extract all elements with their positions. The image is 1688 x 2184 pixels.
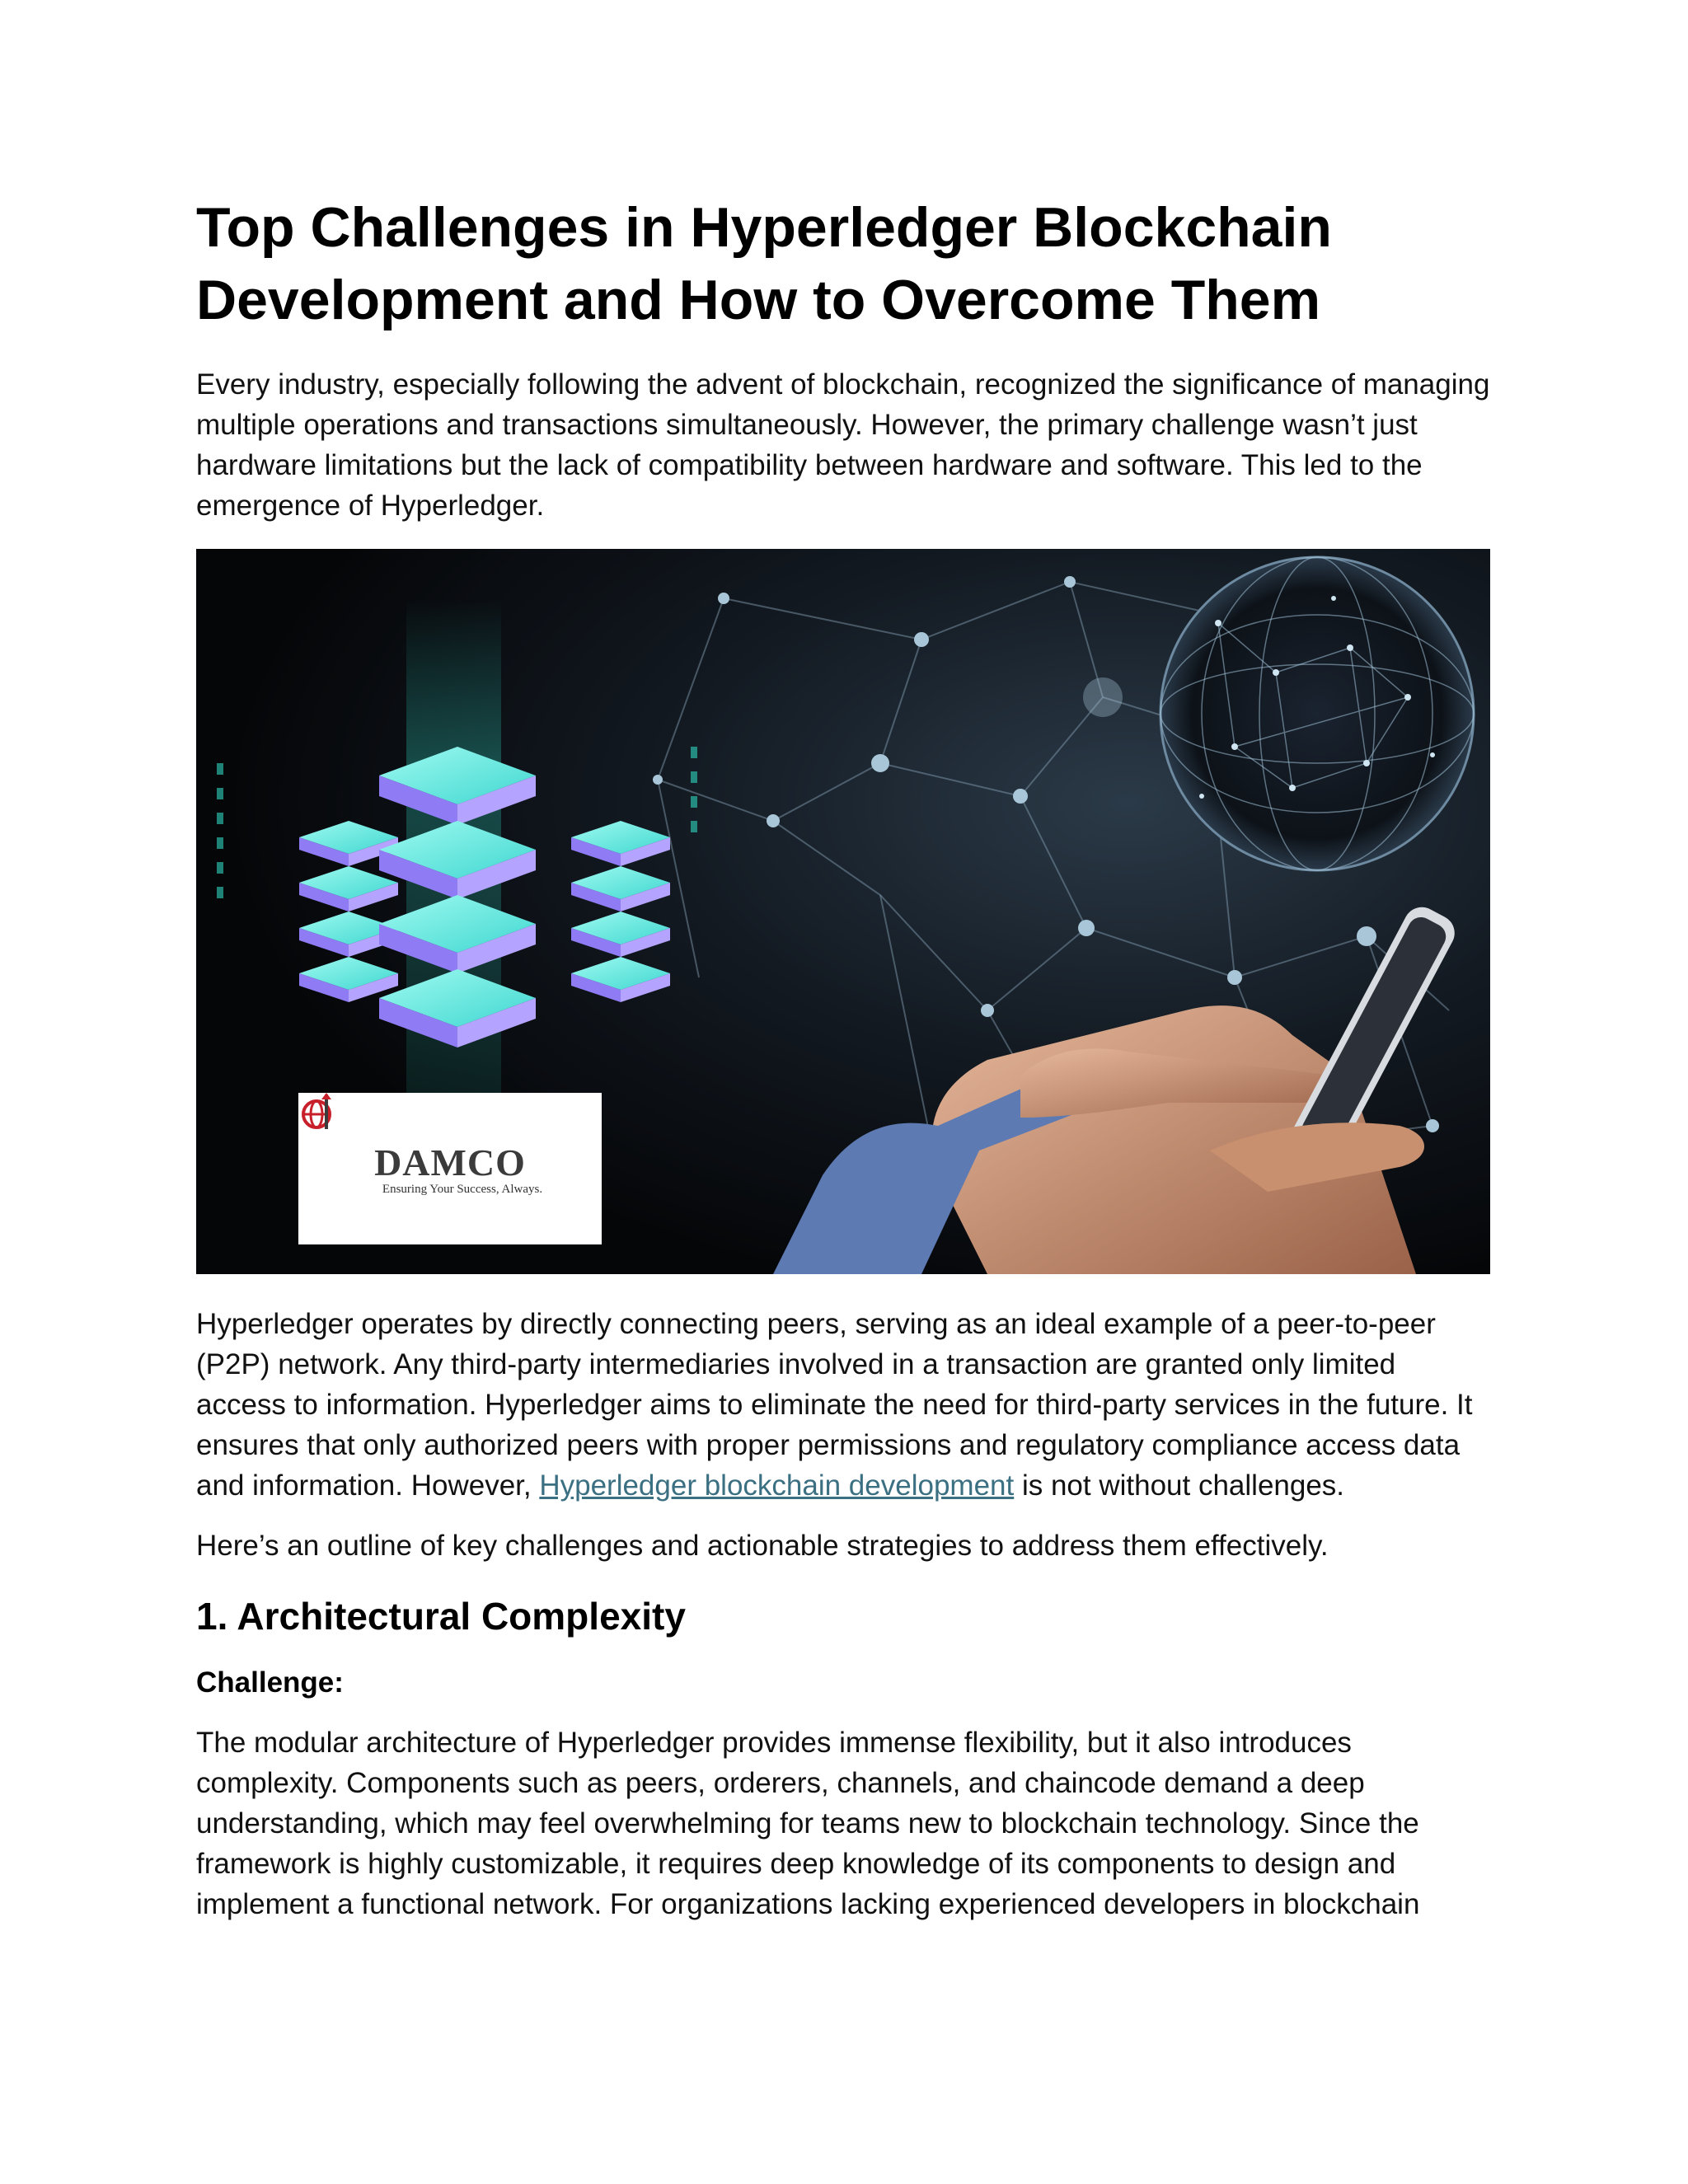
challenge-subheading: Challenge: bbox=[196, 1666, 344, 1699]
outline-paragraph: Here’s an outline of key challenges and actionable strategies to address them effectively. bbox=[196, 1530, 1329, 1562]
p2p-text-after: is not without challenges. bbox=[1014, 1469, 1345, 1502]
intro-paragraph: Every industry, especially following the advent of blockchain, recognized the significance of managing multiple operations and transactions simultaneously. However, the primary challenge wasn’t just hardware limitations but the lack of compatibility between hardware and software. This led to the emergence of Hyperledger. bbox=[196, 368, 1490, 522]
hyperledger-development-link[interactable]: Hyperledger blockchain development bbox=[539, 1469, 1015, 1502]
damco-logo bbox=[298, 1093, 602, 1244]
hero-image bbox=[196, 549, 1490, 1274]
article bbox=[196, 191, 1490, 1924]
p2p-text-before: Hyperledger operates by directly connecting peers, serving as an ideal example of a peer-to-peer (P2P) network. Any third-party intermediaries involved in a transaction are granted only limited access to information. Hyperledger aims to eliminate the need for third-party services in the future. It ensures that only authorized peers with proper permissions and regulatory compliance access data and information. However, bbox=[196, 1308, 1473, 1502]
globe-logo-icon bbox=[298, 1093, 336, 1131]
challenge-paragraph: The modular architecture of Hyperledger provides immense flexibility, but it also introduces complexity. Components such as peers, orderers, channels, and chaincode demand a deep understanding, which may feel overwhelming for teams new to blockchain technology. Since the framework is highly customizable, it requires deep knowledge of its components to design and implement a functional network. For organizations lacking experienced developers in blockchain bbox=[196, 1727, 1420, 1920]
section-heading-architectural-complexity: 1. Architectural Complexity bbox=[196, 1595, 686, 1638]
logo-wordmark: DAMCO bbox=[374, 1141, 526, 1183]
p2p-paragraph bbox=[196, 1304, 1490, 1506]
globe-graphic bbox=[1160, 557, 1474, 870]
logo-tagline: Ensuring Your Success, Always. bbox=[382, 1183, 543, 1196]
article-title: Top Challenges in Hyperledger Blockchain Development and How to Overcome Them bbox=[196, 196, 1332, 331]
